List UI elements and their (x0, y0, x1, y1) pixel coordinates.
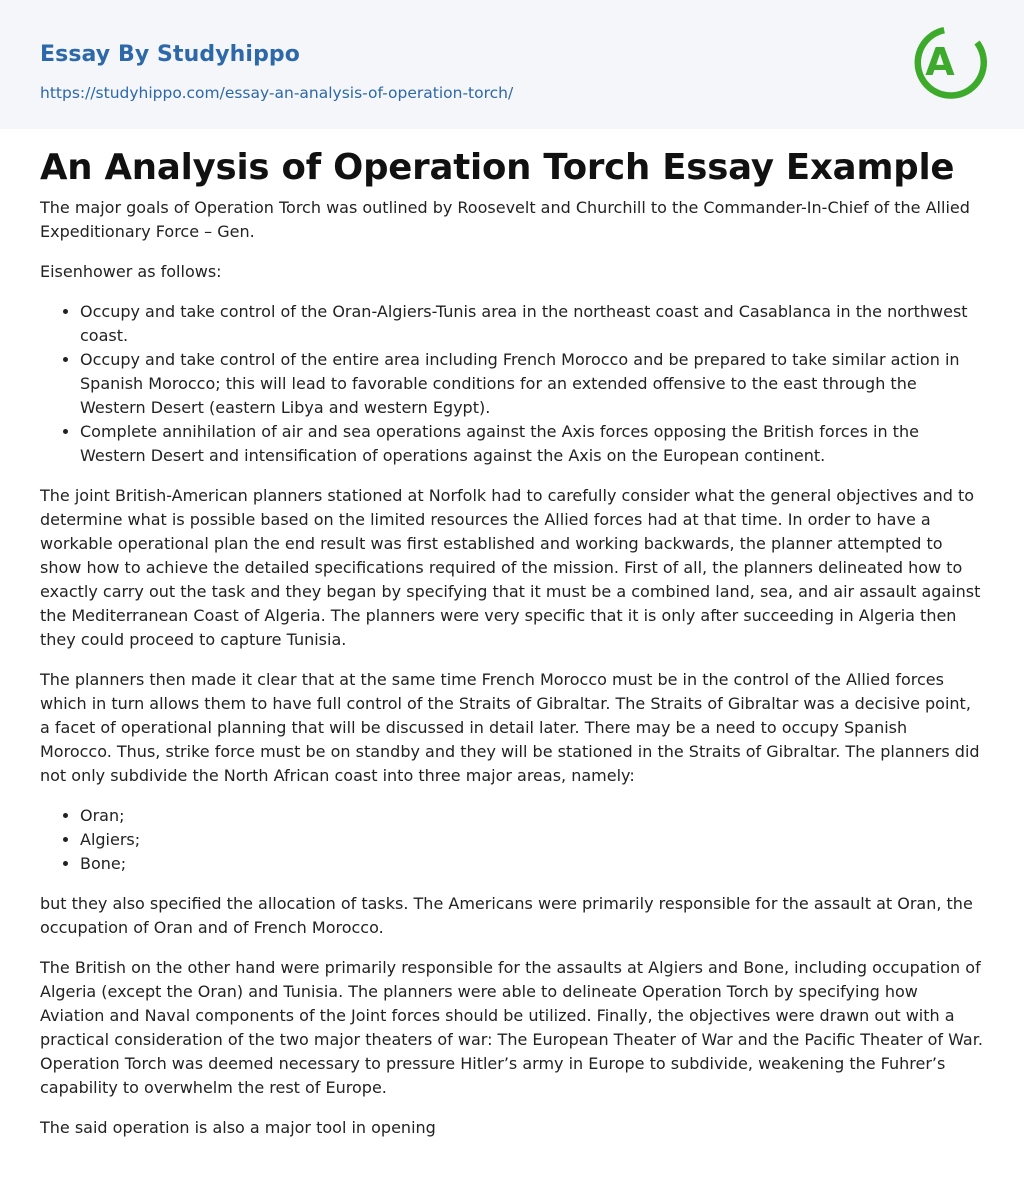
list-item: • Occupy and take control of the entire area including French Morocco and be prepared to take similar action in Spanish Morocco; this will lead to favorable conditions for an extended offensive to the east through the Western Desert (eastern Libya and western Egypt). (80, 348, 984, 420)
logo-letter: A (925, 40, 955, 84)
list-item: • Occupy and take control of the Oran-Algiers-Tunis area in the northeast coast and Casablanca in the northwest coast. (80, 300, 984, 348)
paragraph-intro: The major goals of Operation Torch was outlined by Roosevelt and Churchill to the Commander-In-Chief of the Allied Expeditionary Force – Gen. (40, 198, 970, 241)
site-name[interactable]: Essay By Studyhippo (40, 42, 300, 67)
paragraph-british: The British on the other hand were primarily responsible for the assaults at Algiers and Bone, including occupation of Algeria (except the Oran) and Tunisia. The planners were able to delineate Operation Torch by specifying how Aviation and Naval components of the Joint forces should be utilized. Finally, the objectives were drawn out with a practical consideration of the two major theaters of war: The European Theater of War and the Pacific Theater of War. Operation Torch was deemed necessary to pressure Hitler’s army in Europe to subdivide, weakening the Fuhrer’s capability to overwhelm the rest of Europe. (40, 958, 983, 1097)
paragraph-americans: but they also specified the allocation of tasks. The Americans were primarily responsible for the assault at Oran, the occupation of Oran and of French Morocco. (40, 894, 973, 937)
site-header (0, 0, 1024, 129)
page-title: An Analysis of Operation Torch Essay Example (40, 147, 955, 188)
source-url-link[interactable]: https://studyhippo.com/essay-an-analysis-of-operation-torch/ (40, 84, 514, 102)
paragraph-gibraltar: The planners then made it clear that at the same time French Morocco must be in the control of the Allied forces which in turn allows them to have full control of the Straits of Gibraltar. The Straits of Gibraltar was a decisive point, a facet of operational planning that will be discussed in detail later. There may be a need to occupy Spanish Morocco. Thus, strike force must be on standby and they will be stationed in the Straits of Gibraltar. The planners did not only subdivide the North African coast into three major areas, namely: (40, 670, 980, 785)
paragraph-planners: The joint British-American planners stationed at Norfolk had to carefully consider what the general objectives and to determine what is possible based on the limited resources the Allied forces had at that time. In order to have a workable operational plan the end result was first established and working backwards, the planner attempted to show how to achieve the detailed specifications required of the mission. First of all, the planners delineated how to exactly carry out the task and they began by specifying that it must be a combined land, sea, and air assault against the Mediterranean Coast of Algeria. The planners were very specific that it is only after succeeding in Algeria then they could proceed to capture Tunisia. (40, 486, 981, 649)
list-item: • Oran; (80, 804, 984, 828)
list-item: • Bone; (80, 852, 984, 876)
article (0, 147, 1024, 1140)
paragraph-closing: The said operation is also a major tool in opening (40, 1118, 436, 1137)
list-item: • Complete annihilation of air and sea operations against the Axis forces opposing the British forces in the Western Desert and intensification of operations against the Axis on the European continent. (80, 420, 984, 468)
areas-list (40, 804, 984, 876)
paragraph-eisenhower: Eisenhower as follows: (40, 262, 222, 281)
list-item: • Algiers; (80, 828, 984, 852)
studyhippo-logo-icon[interactable] (908, 18, 988, 106)
goals-list (40, 300, 984, 468)
